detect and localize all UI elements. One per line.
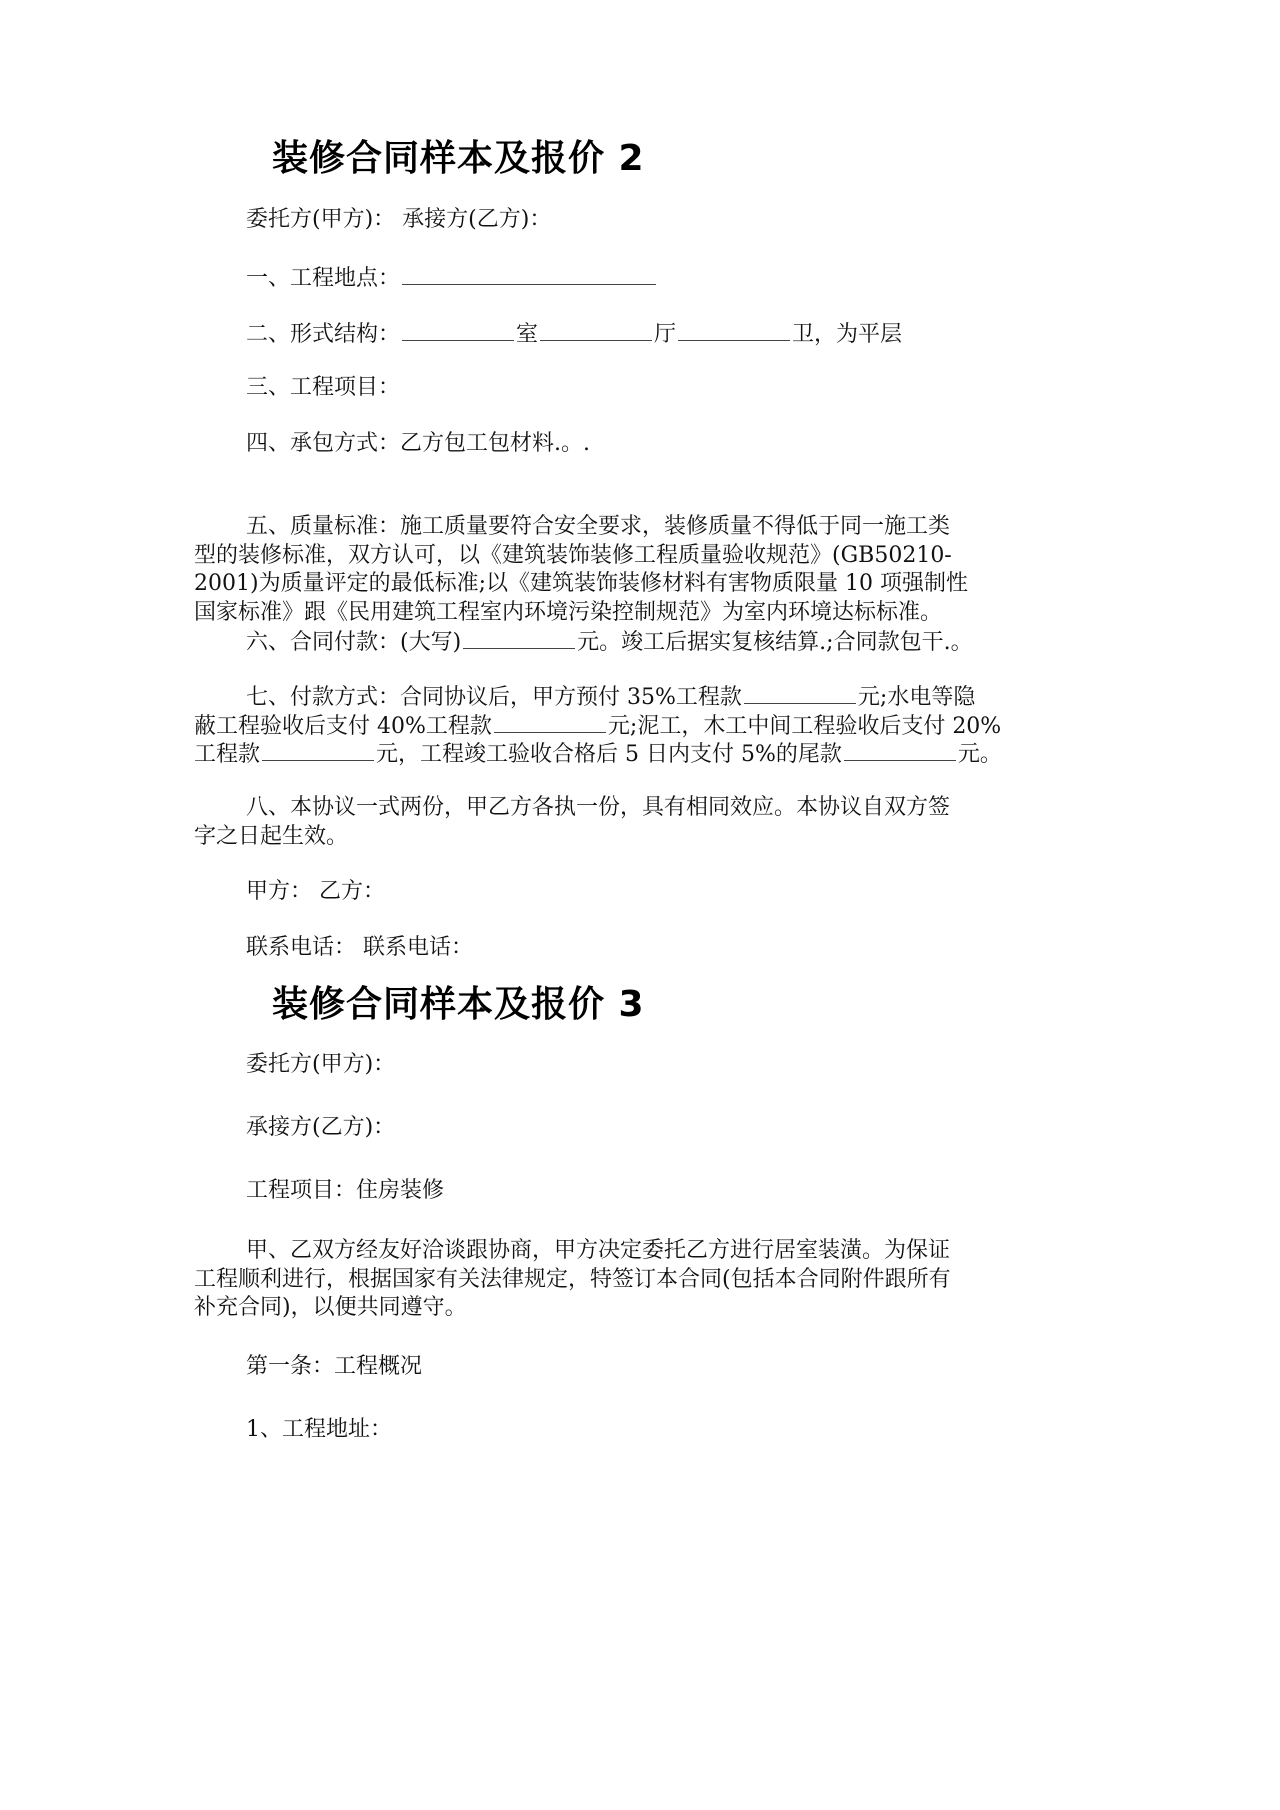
intro-line-2: 工程顺利进行，根据国家有关法律规定，特签订本合同(包括本合同附件跟所有 <box>194 1267 951 1292</box>
section-3-title: 装修合同样本及报价 3 <box>272 984 645 1025</box>
location-blank-field[interactable] <box>402 262 656 285</box>
intro-line-1: 甲、乙双方经友好洽谈跟协商，甲方决定委托乙方进行居室装潢。为保证 <box>246 1238 951 1263</box>
item-7-text: 元，工程竣工验收合格后 5 日内支付 5%的尾款 <box>376 742 842 767</box>
article-1-heading: 第一条：工程概况 <box>246 1354 423 1379</box>
item-5-line-2: 型的装修标准，双方认可，以《建筑装饰装修工程质量验收规范》(GB50210- <box>194 543 952 568</box>
item-7-text: 元;泥工，木工中间工程验收后支付 20% <box>607 714 1002 739</box>
item-1-label: 一、工程地点： <box>246 266 401 291</box>
hall-label: 厅 <box>654 322 677 347</box>
payment-40-blank[interactable] <box>494 710 606 733</box>
hall-count-blank[interactable] <box>540 318 652 341</box>
item-8-line-2: 字之日起生效。 <box>194 824 349 849</box>
item-4-contract-method: 四、承包方式：乙方包工包材料.。. <box>246 431 590 456</box>
room-count-blank[interactable] <box>402 318 514 341</box>
phones-line: 联系电话： 联系电话： <box>246 935 473 960</box>
room-label: 室 <box>516 322 539 347</box>
item-2-label: 二、形式结构： <box>246 322 401 347</box>
amount-in-words-blank[interactable] <box>463 626 575 649</box>
item-7-text: 七、付款方式：合同协议后，甲方预付 35%工程款 <box>246 685 742 710</box>
item-7-line-1 <box>246 681 975 713</box>
contractor-line: 承接方(乙方)： <box>246 1115 396 1140</box>
item-5-line-4: 国家标准》跟《民用建筑工程室内环境污染控制规范》为室内环境达标标准。 <box>194 600 943 625</box>
signatures-line: 甲方： 乙方： <box>246 879 385 904</box>
prepay-35-blank[interactable] <box>744 681 856 704</box>
section-2-title: 装修合同样本及报价 2 <box>272 138 645 179</box>
item-5-line-1: 五、质量标准：施工质量要符合安全要求，装修质量不得低于同一施工类 <box>246 514 951 539</box>
item-5-line-3: 2001)为质量评定的最低标准;以《建筑装饰装修材料有害物质限量 10 项强制性 <box>194 571 968 596</box>
payment-20-blank[interactable] <box>262 738 374 761</box>
item-6-suffix: 元。竣工后据实复核结算.;合同款包干.。 <box>577 630 973 655</box>
item-7-line-3 <box>194 738 1002 770</box>
item-6-prefix: 六、合同付款：(大写) <box>246 630 462 655</box>
item-6-payment <box>246 626 973 658</box>
intro-line-3: 补充合同)，以便共同遵守。 <box>194 1295 467 1320</box>
item-2-structure <box>246 318 902 350</box>
parties-line: 委托方(甲方)： 承接方(乙方)： <box>246 207 552 232</box>
final-5-blank[interactable] <box>844 738 956 761</box>
item-7-text: 元。 <box>957 742 1002 767</box>
client-line: 委托方(甲方)： <box>246 1052 396 1077</box>
item-8-line-1: 八、本协议一式两份，甲乙方各执一份，具有相同效应。本协议自双方签 <box>246 795 951 820</box>
project-line: 工程项目：住房装修 <box>246 1178 445 1203</box>
bath-label: 卫，为平层 <box>792 322 903 347</box>
address-line: 1、工程地址： <box>246 1417 392 1442</box>
item-7-text: 工程款 <box>194 742 261 767</box>
bath-count-blank[interactable] <box>678 318 790 341</box>
item-7-text: 蔽工程验收后支付 40%工程款 <box>194 714 492 739</box>
item-1-project-location <box>246 262 658 294</box>
item-3-project-items: 三、工程项目： <box>246 375 401 400</box>
item-7-text: 元;水电等隐 <box>857 685 976 710</box>
